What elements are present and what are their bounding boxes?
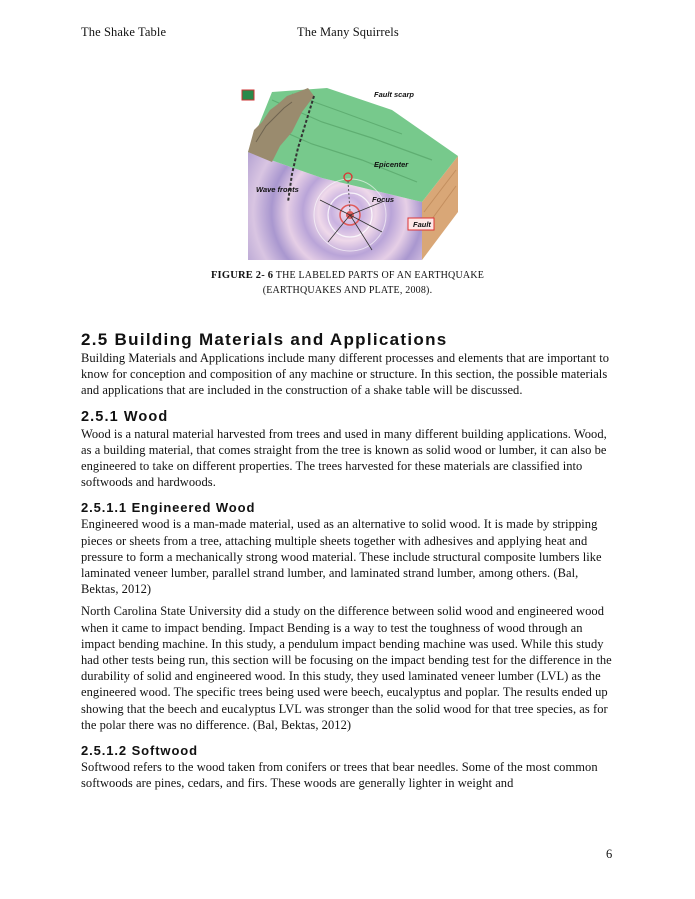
section-2-5-1-1-paragraph-1: Engineered wood is a man-made material, used as an alternative to solid wood. It is made by stripping pieces or sheets from a tree, attaching multiple sheets together with adhesives and applying heat and pressure to form a mechanically strong wood material. These include structural composite lumbers like laminated veneer lumber, parallel strand lumber, and laminated strand lumber, among others. (Bal, Bektas, 2012) [81,517,602,597]
label-wave-fronts: Wave fronts [256,185,299,194]
publisher-logo [242,90,254,100]
running-header-center: The Many Squirrels [297,25,399,39]
section-2-5-1-2-heading: 2.5.1.2 Softwood [81,743,198,759]
label-fault-scarp: Fault scarp [374,90,415,99]
figure-caption [160,268,535,298]
page-number: 6 [606,847,613,861]
section-2-5-1-2-paragraph: Softwood refers to the wood taken from conifers or trees that bear needles. Some of the most common softwoods are pines, cedars, and firs. These woods are generally lighter in weight and [81,760,598,791]
label-fault: Fault [413,220,431,229]
earthquake-diagram [232,82,464,260]
section-2-5-paragraph: Building Materials and Applications include many different processes and elements that are important to know for conception and composition of any machine or structure. In this section, the possible materials and applications that are included in the construction of a shake table will be discussed. [81,351,610,398]
section-2-5-1-heading: 2.5.1 Wood [81,408,169,425]
label-focus: Focus [372,195,395,204]
caption-source: (EARTHQUAKES AND PLATE, 2008). [262,285,433,296]
section-2-5-1-1-paragraph-2: North Carolina State University did a study on the difference between solid wood and engineered wood when it came to impact bending. Impact Bending is a way to test the toughness of wood through an impact bending machine. In this study, a pendulum impact bending machine was used. While this study had other tests being run, this section will be focusing on the impact bending test for the difference in the durability of solid and engineered wood. In this study, they used laminated veneer lumber (LVL) as the engineered wood. The specific trees being used were beech, eucalyptus and poplar. The results ended up showing that the beech and eucalyptus LVL was stronger than the solid wood for that tree species, as for the polar there was no difference. (Bal, Bektas, 2012) [81,604,612,732]
section-2-5-1-paragraph: Wood is a natural material harvested from trees and used in many different building applications. Wood, as a building material, that comes straight from the tree is known as solid wood or lumber, it can also be engineered to take on different properties. The trees harvested for these materials are classified into softwoods and hardwoods. [81,426,607,490]
label-epicenter: Epicenter [374,160,409,169]
caption-text: THE LABELED PARTS OF AN EARTHQUAKE [275,270,485,281]
running-header-left: The Shake Table [81,25,167,39]
section-2-5-heading: 2.5 Building Materials and Applications [81,330,448,349]
caption-label: FIGURE 2- 6 [210,270,274,281]
document-body [81,330,614,791]
earthquake-diagram-svg [232,82,464,260]
section-2-5-1-1-heading: 2.5.1.1 Engineered Wood [81,500,256,516]
